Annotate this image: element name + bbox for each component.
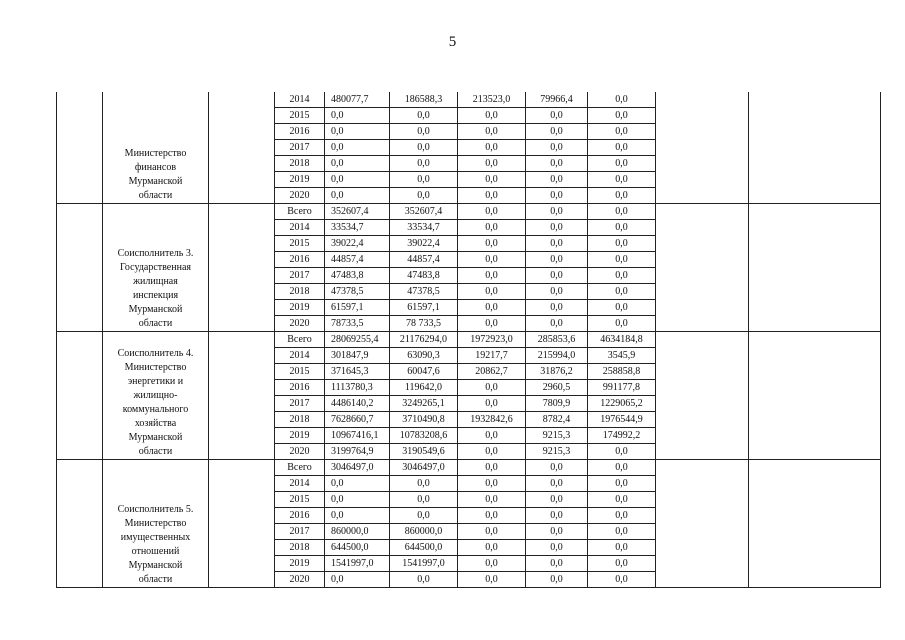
period-cell: 2014: [275, 348, 325, 364]
amount-cell-c4: 0,0: [588, 556, 656, 572]
executor-line: энергетики и: [127, 376, 184, 387]
amount-cell-c1: 39022,4: [390, 236, 458, 252]
amount-cell-c4: 0,0: [588, 540, 656, 556]
amount-cell-total: 0,0: [325, 188, 390, 204]
amount-cell-total: 0,0: [325, 124, 390, 140]
amount-cell-c1: 61597,1: [390, 300, 458, 316]
amount-cell-total: 352607,4: [325, 204, 390, 220]
amount-cell-c2: 0,0: [458, 556, 526, 572]
amount-cell-c2: 0,0: [458, 236, 526, 252]
amount-cell-c1: 3249265,1: [390, 396, 458, 412]
amount-cell-c2: 0,0: [458, 428, 526, 444]
amount-cell-c3: 9215,3: [526, 444, 588, 460]
amount-cell-c3: 0,0: [526, 492, 588, 508]
amount-cell-c3: 0,0: [526, 508, 588, 524]
amount-cell-c2: 0,0: [458, 524, 526, 540]
amount-cell-c3: 0,0: [526, 316, 588, 332]
executor-line: хозяйства: [134, 418, 177, 429]
amount-cell-c3: 0,0: [526, 156, 588, 172]
table-row: [57, 460, 881, 476]
amount-cell-total: 0,0: [325, 492, 390, 508]
number-cell: [57, 92, 103, 204]
executor-line: Соисполнитель 4.: [117, 348, 194, 359]
amount-cell-c3: 0,0: [526, 284, 588, 300]
amount-cell-total: 61597,1: [325, 300, 390, 316]
amount-cell-c2: 0,0: [458, 476, 526, 492]
amount-cell-c1: 63090,3: [390, 348, 458, 364]
period-cell: Всего: [275, 332, 325, 348]
amount-cell-c4: 0,0: [588, 220, 656, 236]
amount-cell-c2: 1972923,0: [458, 332, 526, 348]
amount-cell-total: 0,0: [325, 508, 390, 524]
period-cell: 2020: [275, 316, 325, 332]
period-cell: 2014: [275, 220, 325, 236]
amount-cell-c4: 174992,2: [588, 428, 656, 444]
amount-cell-total: 10967416,1: [325, 428, 390, 444]
amount-cell-c2: 1932842,6: [458, 412, 526, 428]
number-cell: [57, 204, 103, 332]
executor-line: коммунального: [122, 404, 189, 415]
amount-cell-c1: 1541997,0: [390, 556, 458, 572]
period-cell: 2017: [275, 524, 325, 540]
amount-cell-c4: 0,0: [588, 92, 656, 108]
amount-cell-c3: 215994,0: [526, 348, 588, 364]
amount-cell-total: 28069255,4: [325, 332, 390, 348]
amount-cell-total: 644500,0: [325, 540, 390, 556]
executor-line: Мурманской: [128, 304, 183, 315]
executor-cell: [103, 92, 209, 204]
amount-cell-total: 33534,7: [325, 220, 390, 236]
amount-cell-c3: 0,0: [526, 476, 588, 492]
amount-cell-c2: 0,0: [458, 188, 526, 204]
amount-cell-c2: 0,0: [458, 508, 526, 524]
executor-line: области: [138, 190, 173, 201]
amount-cell-total: 3199764,9: [325, 444, 390, 460]
amount-cell-c4: 0,0: [588, 172, 656, 188]
amount-cell-c4: 0,0: [588, 188, 656, 204]
amount-cell-total: 860000,0: [325, 524, 390, 540]
amount-cell-c3: 2960,5: [526, 380, 588, 396]
executor-line: жилищно-: [133, 390, 178, 401]
budget-table: [56, 92, 881, 588]
amount-cell-c2: 0,0: [458, 380, 526, 396]
amount-cell-c2: 0,0: [458, 220, 526, 236]
executor-line: финансов: [134, 162, 177, 173]
amount-cell-total: 0,0: [325, 572, 390, 588]
indicator-cell: [749, 460, 881, 588]
amount-cell-c4: 0,0: [588, 268, 656, 284]
amount-cell-c3: 0,0: [526, 140, 588, 156]
amount-cell-total: 0,0: [325, 476, 390, 492]
amount-cell-c2: 213523,0: [458, 92, 526, 108]
budget-table-container: [56, 92, 880, 589]
result-cell: [656, 92, 749, 204]
amount-cell-c1: 0,0: [390, 476, 458, 492]
amount-cell-c3: 0,0: [526, 236, 588, 252]
amount-cell-total: 1541997,0: [325, 556, 390, 572]
amount-cell-c3: 0,0: [526, 300, 588, 316]
amount-cell-c1: 186588,3: [390, 92, 458, 108]
amount-cell-c1: 10783208,6: [390, 428, 458, 444]
period-cell: 2020: [275, 572, 325, 588]
indicator-cell: [749, 92, 881, 204]
amount-cell-c4: 1976544,9: [588, 412, 656, 428]
period-cell: 2019: [275, 428, 325, 444]
amount-cell-c3: 0,0: [526, 268, 588, 284]
amount-cell-c2: 0,0: [458, 300, 526, 316]
amount-cell-total: 480077,7: [325, 92, 390, 108]
period-cell: 2016: [275, 380, 325, 396]
amount-cell-c1: 78 733,5: [390, 316, 458, 332]
amount-cell-c3: 0,0: [526, 188, 588, 204]
amount-cell-c2: 0,0: [458, 444, 526, 460]
source-cell: [209, 460, 275, 588]
executor-line: имущественных: [120, 532, 191, 543]
amount-cell-total: 0,0: [325, 156, 390, 172]
table-row: [57, 92, 881, 108]
amount-cell-c1: 47483,8: [390, 268, 458, 284]
amount-cell-c1: 0,0: [390, 140, 458, 156]
amount-cell-c3: 7809,9: [526, 396, 588, 412]
amount-cell-c2: 0,0: [458, 572, 526, 588]
amount-cell-c1: 47378,5: [390, 284, 458, 300]
period-cell: 2016: [275, 508, 325, 524]
amount-cell-c4: 0,0: [588, 444, 656, 460]
amount-cell-c4: 0,0: [588, 316, 656, 332]
amount-cell-c1: 60047,6: [390, 364, 458, 380]
amount-cell-c3: 8782,4: [526, 412, 588, 428]
period-cell: 2015: [275, 108, 325, 124]
executor-line: области: [138, 318, 173, 329]
table-row: [57, 204, 881, 220]
number-cell: [57, 460, 103, 588]
period-cell: 2017: [275, 396, 325, 412]
amount-cell-c2: 0,0: [458, 172, 526, 188]
period-cell: 2015: [275, 236, 325, 252]
amount-cell-total: 0,0: [325, 108, 390, 124]
executor-line: области: [138, 574, 173, 585]
period-cell: 2019: [275, 172, 325, 188]
amount-cell-c2: 0,0: [458, 492, 526, 508]
amount-cell-c1: 3046497,0: [390, 460, 458, 476]
source-cell: [209, 204, 275, 332]
amount-cell-c2: 0,0: [458, 268, 526, 284]
amount-cell-c2: 0,0: [458, 252, 526, 268]
amount-cell-c2: 0,0: [458, 204, 526, 220]
amount-cell-c4: 0,0: [588, 140, 656, 156]
amount-cell-total: 47483,8: [325, 268, 390, 284]
indicator-cell: [749, 204, 881, 332]
amount-cell-c4: 0,0: [588, 572, 656, 588]
executor-line: инспекция: [132, 290, 179, 301]
amount-cell-total: 4486140,2: [325, 396, 390, 412]
amount-cell-c1: 0,0: [390, 172, 458, 188]
amount-cell-c1: 21176294,0: [390, 332, 458, 348]
executor-cell: [103, 204, 209, 332]
period-cell: 2018: [275, 412, 325, 428]
period-cell: 2014: [275, 92, 325, 108]
amount-cell-c1: 0,0: [390, 492, 458, 508]
amount-cell-c1: 3190549,6: [390, 444, 458, 460]
period-cell: Всего: [275, 460, 325, 476]
period-cell: 2019: [275, 556, 325, 572]
amount-cell-c3: 9215,3: [526, 428, 588, 444]
amount-cell-c3: 31876,2: [526, 364, 588, 380]
indicator-cell: [749, 332, 881, 460]
period-cell: 2020: [275, 444, 325, 460]
executor-cell: [103, 332, 209, 460]
amount-cell-total: 7628660,7: [325, 412, 390, 428]
amount-cell-c1: 0,0: [390, 124, 458, 140]
executor-line: Соисполнитель 5.: [117, 504, 194, 515]
amount-cell-c3: 0,0: [526, 460, 588, 476]
amount-cell-c2: 0,0: [458, 396, 526, 412]
period-cell: 2017: [275, 140, 325, 156]
amount-cell-c1: 0,0: [390, 508, 458, 524]
amount-cell-total: 1113780,3: [325, 380, 390, 396]
amount-cell-c4: 0,0: [588, 524, 656, 540]
amount-cell-c4: 0,0: [588, 236, 656, 252]
amount-cell-c1: 860000,0: [390, 524, 458, 540]
amount-cell-c4: 0,0: [588, 156, 656, 172]
amount-cell-total: 39022,4: [325, 236, 390, 252]
executor-cell: [103, 460, 209, 588]
table-row: [57, 332, 881, 348]
amount-cell-total: 78733,5: [325, 316, 390, 332]
number-cell: [57, 332, 103, 460]
period-cell: 2017: [275, 268, 325, 284]
executor-line: жилищная: [133, 276, 178, 287]
amount-cell-c3: 0,0: [526, 204, 588, 220]
amount-cell-c3: 0,0: [526, 108, 588, 124]
amount-cell-c2: 20862,7: [458, 364, 526, 380]
amount-cell-c2: 0,0: [458, 316, 526, 332]
period-cell: 2015: [275, 492, 325, 508]
amount-cell-total: 47378,5: [325, 284, 390, 300]
result-cell: [656, 460, 749, 588]
amount-cell-total: 371645,3: [325, 364, 390, 380]
amount-cell-c1: 3710490,8: [390, 412, 458, 428]
amount-cell-c1: 0,0: [390, 156, 458, 172]
executor-line: Министерство: [124, 362, 187, 373]
amount-cell-c2: 0,0: [458, 540, 526, 556]
amount-cell-c1: 352607,4: [390, 204, 458, 220]
executor-line: Министерство: [124, 518, 187, 529]
amount-cell-c4: 991177,8: [588, 380, 656, 396]
amount-cell-c3: 0,0: [526, 556, 588, 572]
amount-cell-c3: 0,0: [526, 220, 588, 236]
period-cell: 2016: [275, 124, 325, 140]
amount-cell-total: 44857,4: [325, 252, 390, 268]
period-cell: 2018: [275, 156, 325, 172]
amount-cell-c4: 0,0: [588, 476, 656, 492]
amount-cell-c2: 0,0: [458, 460, 526, 476]
amount-cell-c3: 0,0: [526, 524, 588, 540]
executor-line: Государственная: [119, 262, 191, 273]
executor-line: Мурманской: [128, 560, 183, 571]
amount-cell-c2: 0,0: [458, 140, 526, 156]
amount-cell-c1: 119642,0: [390, 380, 458, 396]
amount-cell-c4: 0,0: [588, 124, 656, 140]
amount-cell-c2: 0,0: [458, 124, 526, 140]
source-cell: [209, 92, 275, 204]
period-cell: 2018: [275, 540, 325, 556]
amount-cell-c4: 0,0: [588, 492, 656, 508]
amount-cell-c4: 258858,8: [588, 364, 656, 380]
amount-cell-c2: 0,0: [458, 108, 526, 124]
amount-cell-c3: 0,0: [526, 172, 588, 188]
result-cell: [656, 204, 749, 332]
period-cell: 2015: [275, 364, 325, 380]
executor-line: Соисполнитель 3.: [117, 248, 194, 259]
amount-cell-c3: 0,0: [526, 252, 588, 268]
amount-cell-c4: 0,0: [588, 300, 656, 316]
executor-line: Мурманской: [128, 176, 183, 187]
amount-cell-c3: 285853,6: [526, 332, 588, 348]
amount-cell-c4: 3545,9: [588, 348, 656, 364]
result-cell: [656, 332, 749, 460]
amount-cell-c3: 0,0: [526, 572, 588, 588]
period-cell: 2019: [275, 300, 325, 316]
executor-line: Министерство: [124, 148, 187, 159]
amount-cell-c4: 0,0: [588, 108, 656, 124]
executor-line: отношений: [131, 546, 180, 557]
amount-cell-c1: 44857,4: [390, 252, 458, 268]
amount-cell-c4: 0,0: [588, 508, 656, 524]
amount-cell-c1: 0,0: [390, 108, 458, 124]
amount-cell-c4: 1229065,2: [588, 396, 656, 412]
amount-cell-c4: 0,0: [588, 284, 656, 300]
amount-cell-c1: 33534,7: [390, 220, 458, 236]
source-cell: [209, 332, 275, 460]
amount-cell-c1: 0,0: [390, 188, 458, 204]
period-cell: 2018: [275, 284, 325, 300]
amount-cell-c2: 0,0: [458, 156, 526, 172]
amount-cell-c4: 0,0: [588, 252, 656, 268]
period-cell: 2020: [275, 188, 325, 204]
amount-cell-c3: 0,0: [526, 124, 588, 140]
amount-cell-total: 301847,9: [325, 348, 390, 364]
amount-cell-c4: 0,0: [588, 204, 656, 220]
amount-cell-c2: 0,0: [458, 284, 526, 300]
amount-cell-c4: 0,0: [588, 460, 656, 476]
amount-cell-total: 0,0: [325, 172, 390, 188]
amount-cell-c2: 19217,7: [458, 348, 526, 364]
executor-line: области: [138, 446, 173, 457]
amount-cell-c3: 0,0: [526, 540, 588, 556]
amount-cell-c1: 0,0: [390, 572, 458, 588]
amount-cell-total: 3046497,0: [325, 460, 390, 476]
page-number: 5: [448, 34, 457, 50]
amount-cell-c4: 4634184,8: [588, 332, 656, 348]
amount-cell-total: 0,0: [325, 140, 390, 156]
budget-table-body: [57, 92, 881, 588]
amount-cell-c3: 79966,4: [526, 92, 588, 108]
amount-cell-c1: 644500,0: [390, 540, 458, 556]
period-cell: 2016: [275, 252, 325, 268]
executor-line: Мурманской: [128, 432, 183, 443]
period-cell: 2014: [275, 476, 325, 492]
period-cell: Всего: [275, 204, 325, 220]
